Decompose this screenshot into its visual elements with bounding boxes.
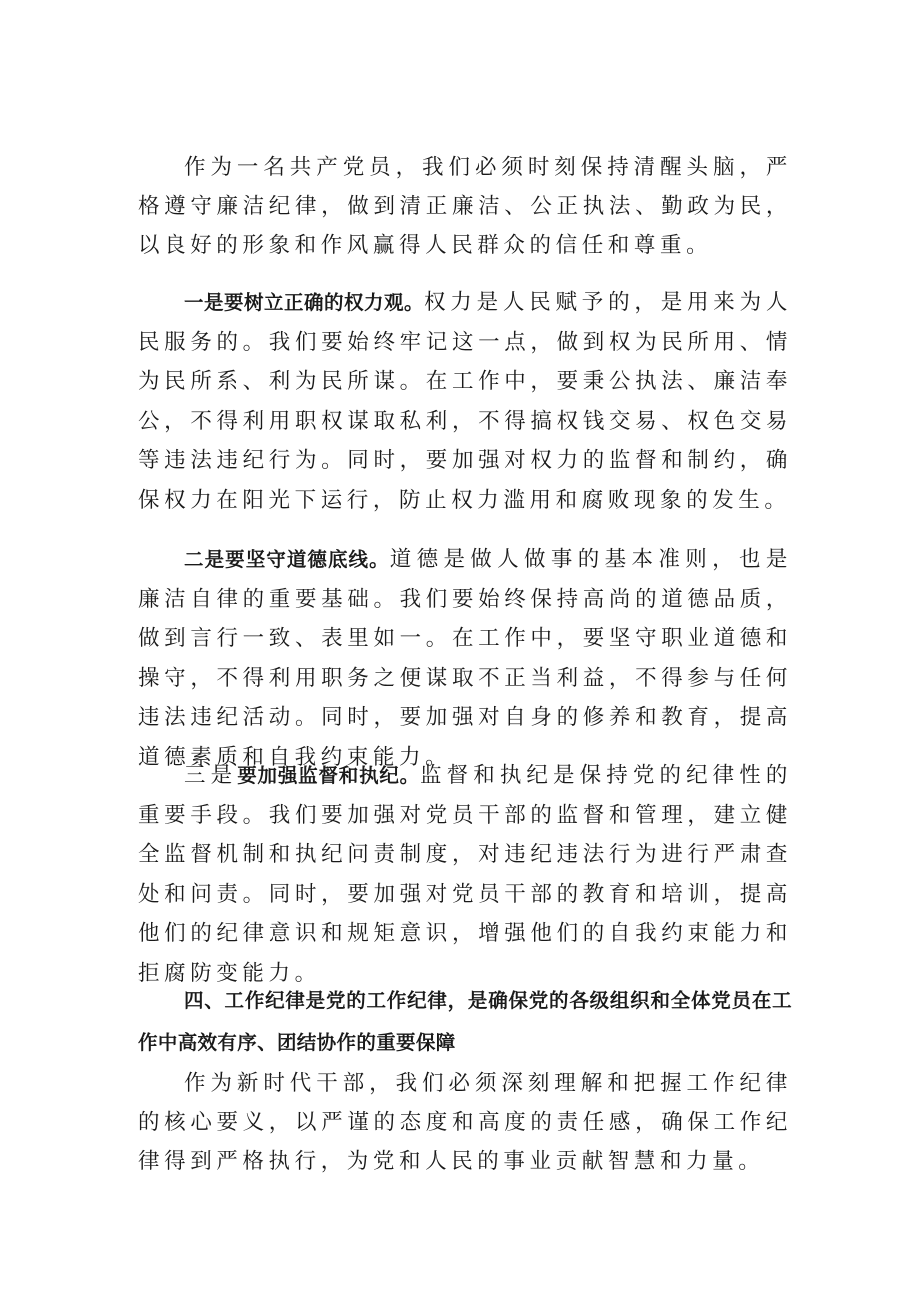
- section-3-lead-prefix: 三是: [184, 762, 238, 788]
- section-4-heading: 四、工作纪律是党的工作纪律，是确保党的各级组织和全体党员在工作中高效有序、团结协作的重要保障: [138, 989, 792, 1054]
- section-1-body: 权力是人民赋予的，是用来为人民服务的。我们要始终牢记这一点，做到权为民所用、情为民所系、利为民所谋。在工作中，要秉公执法、廉洁奉公，不得利用职权谋取私利，不得搞权钱交易、权色交易等违法违纪行为。同时，要加强对权力的监督和制约，确保权力在阳光下运行，防止权力滥用和腐败现象的发生。: [138, 289, 792, 513]
- section-2-paragraph: [138, 540, 792, 777]
- closing-paragraph: 作为新时代干部，我们必须深刻理解和把握工作纪律的核心要义，以严谨的态度和高度的责任感，确保工作纪律得到严格执行，为党和人民的事业贡献智慧和力量。: [138, 1070, 792, 1175]
- section-1-paragraph: [138, 283, 792, 520]
- section-3-lead: 要加强监督和执纪。: [237, 764, 420, 787]
- section-2-lead: 二是要坚守道德底线。: [184, 548, 390, 571]
- intro-paragraph: 作为一名共产党员，我们必须时刻保持清醒头脑，严格遵守廉洁纪律，做到清正廉洁、公正执法、勤政为民，以良好的形象和作风赢得人民群众的信任和尊重。: [138, 154, 792, 259]
- section-3-body: 监督和执纪是保持党的纪律性的重要手段。我们要加强对党员干部的监督和管理，建立健全监督机制和执纪问责制度，对违纪违法行为进行严肃查处和问责。同时，要加强对党员干部的教育和培训，提高他们的纪律意识和规矩意识，增强他们的自我约束能力和拒腐防变能力。: [138, 762, 793, 986]
- section-1-lead: 一是要树立正确的权力观。: [184, 291, 424, 314]
- section-3-paragraph: [138, 756, 792, 993]
- section-2-body: 道德是做人做事的基本准则，也是廉洁自律的重要基础。我们要始终保持高尚的道德品质，做到言行一致、表里如一。在工作中，要坚守职业道德和操守，不得利用职务之便谋取不正当利益，不得参与任何违法违纪活动。同时，要加强对自身的修养和教育，提高道德素质和自我约束能力。: [138, 546, 792, 770]
